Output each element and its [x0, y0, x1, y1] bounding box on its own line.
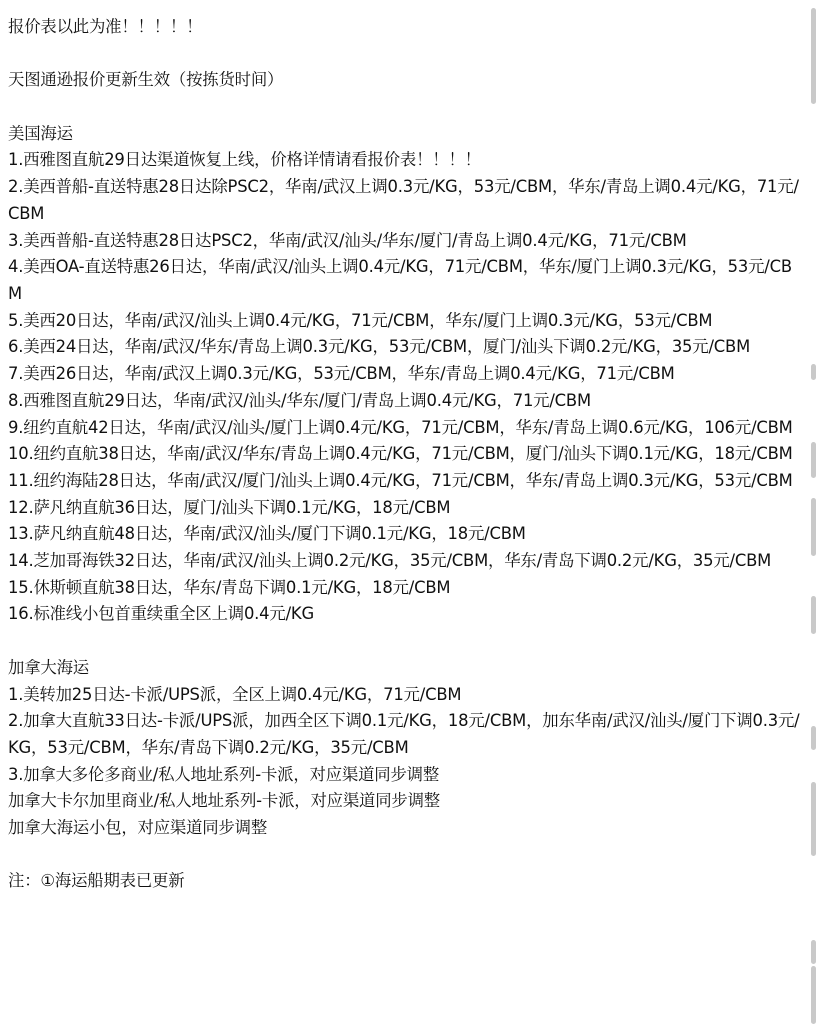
blank-line [8, 41, 803, 68]
scrollbar-segment [811, 498, 816, 556]
us-item-9: 9.纽约直航42日达，华南/武汉/汕头/厦门上调0.4元/KG，71元/CBM，华东/青岛上调0.6元/KG，106元/CBM [8, 417, 793, 437]
us-item-4: 4.美西OA-直送特惠26日达，华南/武汉/汕头上调0.4元/KG，71元/CBM，华东/厦门上调0.3元/KG，53元/CBM [8, 257, 792, 303]
canada-item-3: 3.加拿大多伦多商业/私人地址系列-卡派，对应渠道同步调整 [8, 764, 440, 784]
scrollbar-segment [811, 596, 816, 634]
us-item-8: 8.西雅图直航29日达，华南/武汉/汕头/华东/厦门/青岛上调0.4元/KG，71元/CBM [8, 390, 591, 410]
canada-item-1: 1.美转加25日达-卡派/UPS派，全区上调0.4元/KG，71元/CBM [8, 684, 462, 704]
scrollbar-segment [811, 726, 816, 750]
blank-line [8, 842, 803, 869]
canada-item-2: 2.加拿大直航33日达-卡派/UPS派，加西全区下调0.1元/KG，18元/CBM，加东华南/武汉/汕头/厦门下调0.3元/KG，53元/CBM，华东/青岛下调0.2元/KG，35元/CBM [8, 711, 800, 757]
blank-line [8, 94, 803, 121]
section-heading-us: 美国海运 [8, 123, 73, 143]
scrollbar-segment [811, 364, 816, 380]
us-item-16: 16.标准线小包首重续重全区上调0.4元/KG [8, 604, 314, 624]
scrollbar-track[interactable] [810, 0, 818, 1024]
us-item-2: 2.美西普船-直送特惠28日达除PSC2，华南/武汉上调0.3元/KG，53元/CBM，华东/青岛上调0.4元/KG，71元/CBM [8, 177, 799, 223]
us-item-10: 10.纽约直航38日达，华南/武汉/华东/青岛上调0.4元/KG，71元/CBM，厦门/汕头下调0.1元/KG，18元/CBM [8, 444, 793, 464]
us-item-11: 11.纽约海陆28日达，华南/武汉/厦门/汕头上调0.4元/KG，71元/CBM，华东/青岛上调0.3元/KG，53元/CBM [8, 470, 793, 490]
scrollbar-segment [811, 940, 816, 964]
us-item-14: 14.芝加哥海铁32日达，华南/武汉/汕头上调0.2元/KG，35元/CBM，华东/青岛下调0.2元/KG，35元/CBM [8, 551, 772, 571]
scrollbar-segment [811, 782, 816, 856]
update-title: 天图通逊报价更新生效（按拣货时间） [8, 70, 284, 90]
scrollbar-segment [811, 966, 816, 1024]
us-item-15: 15.休斯顿直航38日达，华东/青岛下调0.1元/KG，18元/CBM [8, 577, 451, 597]
us-item-13: 13.萨凡纳直航48日达，华南/武汉/汕头/厦门下调0.1元/KG，18元/CBM [8, 524, 526, 544]
us-item-3: 3.美西普船-直送特惠28日达PSC2，华南/武汉/汕头/华东/厦门/青岛上调0.4元/KG，71元/CBM [8, 230, 687, 250]
canada-item-3-smallparcel: 加拿大海运小包，对应渠道同步调整 [8, 818, 268, 838]
us-item-12: 12.萨凡纳直航36日达，厦门/汕头下调0.1元/KG，18元/CBM [8, 497, 451, 517]
canada-item-3-calgary: 加拿大卡尔加里商业/私人地址系列-卡派，对应渠道同步调整 [8, 791, 440, 811]
section-heading-canada: 加拿大海运 [8, 657, 89, 677]
notice-headline: 报价表以此为准！！！！！ [8, 17, 203, 36]
scrollbar-thumb[interactable] [811, 8, 816, 104]
us-item-7: 7.美西26日达，华南/武汉上调0.3元/KG，53元/CBM，华东/青岛上调0.4元/KG，71元/CBM [8, 364, 675, 384]
footnote: 注：①海运船期表已更新 [8, 871, 185, 891]
us-item-1: 1.西雅图直航29日达渠道恢复上线，价格详情请看报价表！！！！ [8, 150, 481, 170]
scrollbar-segment [811, 442, 816, 478]
blank-line [8, 628, 803, 655]
document-body [8, 14, 803, 895]
us-item-6: 6.美西24日达，华南/武汉/华东/青岛上调0.3元/KG，53元/CBM，厦门/汕头下调0.2元/KG，35元/CBM [8, 337, 751, 357]
us-item-5: 5.美西20日达，华南/武汉/汕头上调0.4元/KG，71元/CBM，华东/厦门上调0.3元/KG，53元/CBM [8, 310, 713, 330]
